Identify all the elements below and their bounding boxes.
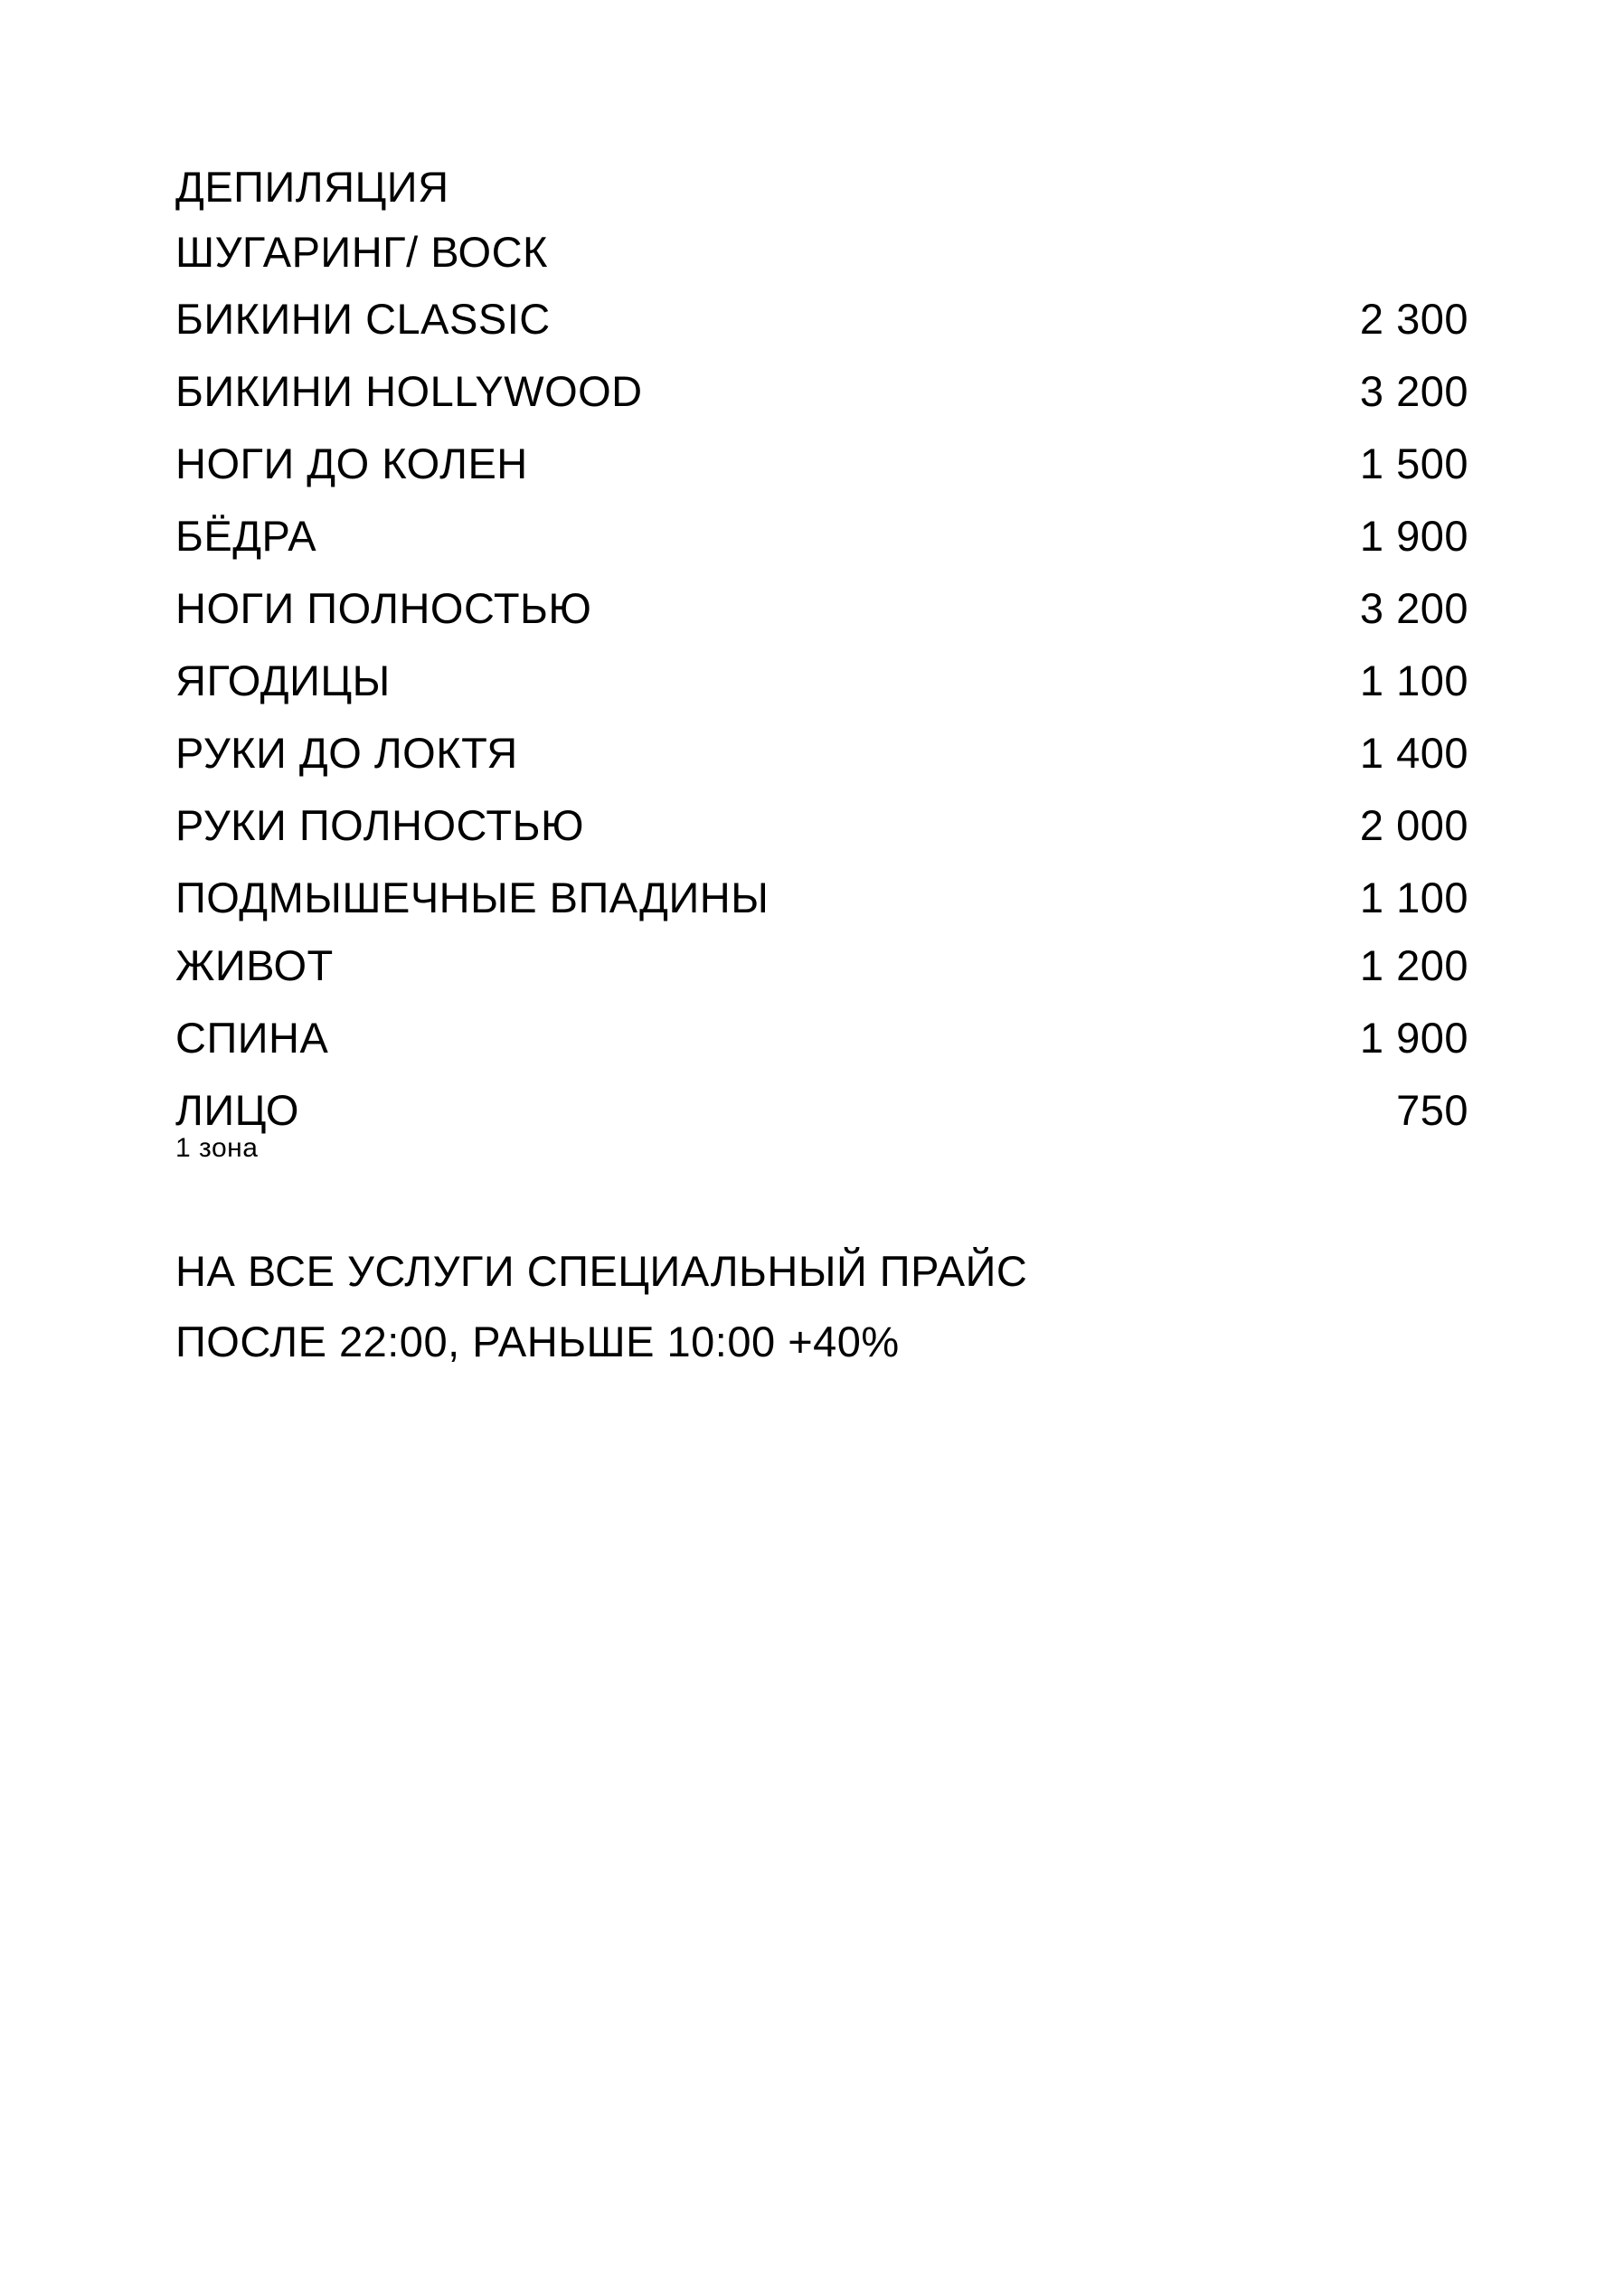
service-price: 1 100	[1359, 874, 1468, 921]
service-name: НОГИ ДО КОЛЕН	[175, 439, 528, 487]
footer-line-2: ПОСЛЕ 22:00, РАНЬШЕ 10:00 +40%	[175, 1318, 900, 1365]
service-price: 3 200	[1359, 367, 1468, 415]
price-row	[175, 655, 1468, 727]
service-price: 1 500	[1359, 439, 1468, 487]
service-name: ПОДМЫШЕЧНЫЕ ВПАДИНЫ	[175, 874, 770, 921]
service-price: 3 200	[1359, 584, 1468, 632]
price-list-content	[175, 161, 1468, 1386]
service-name: БИКИНИ HOLLYWOOD	[175, 367, 643, 415]
service-name: СПИНА	[175, 1014, 329, 1062]
price-row	[175, 1084, 1468, 1163]
service-note: 1 зона	[175, 1133, 259, 1163]
price-row	[175, 510, 1468, 582]
service-name: БЁДРА	[175, 512, 317, 560]
price-list	[175, 293, 1468, 1163]
service-name: БИКИНИ CLASSIC	[175, 295, 551, 343]
service-price: 1 200	[1359, 941, 1468, 989]
price-row	[175, 582, 1468, 655]
service-price: 1 100	[1359, 657, 1468, 704]
price-footer	[175, 1245, 1468, 1386]
footer-line-1: НА ВСЕ УСЛУГИ СПЕЦИАЛЬНЫЙ ПРАЙС	[175, 1247, 1028, 1295]
service-name: НОГИ ПОЛНОСТЬЮ	[175, 584, 592, 632]
section-title: ДЕПИЛЯЦИЯ	[175, 163, 449, 211]
service-name: ЖИВОТ	[175, 941, 334, 989]
price-row	[175, 940, 1468, 1012]
price-row	[175, 365, 1468, 438]
price-row	[175, 293, 1468, 365]
service-name: ЯГОДИЦЫ	[175, 657, 391, 704]
service-price: 2 300	[1359, 295, 1468, 343]
price-row	[175, 727, 1468, 799]
price-row	[175, 799, 1468, 872]
service-price: 1 400	[1359, 729, 1468, 777]
service-name: РУКИ ДО ЛОКТЯ	[175, 729, 518, 777]
price-row	[175, 872, 1468, 940]
service-price: 750	[1396, 1086, 1468, 1134]
price-row	[175, 1012, 1468, 1084]
price-row	[175, 438, 1468, 510]
service-price: 2 000	[1359, 801, 1468, 849]
service-name: РУКИ ПОЛНОСТЬЮ	[175, 801, 584, 849]
section-subtitle: ШУГАРИНГ/ ВОСК	[175, 228, 548, 276]
service-name: ЛИЦО	[175, 1086, 299, 1134]
service-price: 1 900	[1359, 1014, 1468, 1062]
service-price: 1 900	[1359, 512, 1468, 560]
